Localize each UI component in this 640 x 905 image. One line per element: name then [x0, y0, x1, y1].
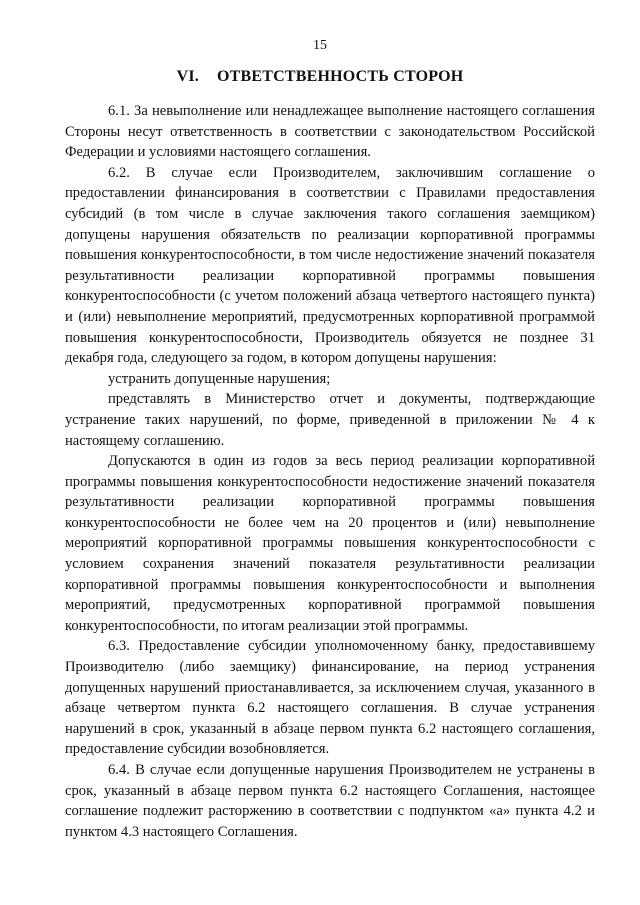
- section-number: VI.: [176, 68, 199, 85]
- document-body: [65, 101, 595, 842]
- paragraph-6-2-allowance: Допускаются в один из годов за весь период реализации корпоративной программы повышения конкурентоспособности недостижение значений показателя результативности реализации корпоративной программы повышения конкурентоспособности не более чем на 20 процентов и (или) невыполнение мероприятий корпоративной программы повышения конкурентоспособности с условием сохранения значений показателя результативности реализации корпоративной программы повышения конкурентоспособности и выполнения мероприятий, предусмотренных корпоративной программой повышения конкурентоспособности, по итогам реализации этой программы.: [65, 453, 595, 634]
- page-number: 15: [313, 38, 327, 53]
- section-title: ОТВЕТСТВЕННОСТЬ СТОРОН: [216, 68, 464, 85]
- paragraph-6-3: 6.3. Предоставление субсидии уполномоченному банку, предоставившему Производителю (либо заемщику) финансирование, на период устранения допущенных нарушений приостанавливается, за исключением случая, указанного в абзаце четвертом пункта 6.2 настоящего соглашения. В случае устранения нарушений в срок, указанный в абзаце первом пункта 6.2 настоящего соглашения, предоставление субсидии возобновляется.: [65, 638, 595, 758]
- paragraph-6-2-item-report: представлять в Министерство отчет и документы, подтверждающие устранение таких нарушений, по форме, приведенной в приложении № 4 к настоящему соглашению.: [65, 391, 595, 449]
- paragraph-6-2-item-fix: устранить допущенные нарушения;: [108, 370, 331, 387]
- paragraph-6-4: 6.4. В случае если допущенные нарушения Производителем не устранены в срок, указанный в абзаце первом пункта 6.2 настоящего Соглашения, настоящее соглашение подлежит расторжению в соответствии с подпунктом «а» пункта 4.2 и пунктом 4.3 настоящего Соглашения.: [65, 762, 595, 840]
- section-heading: [0, 68, 640, 86]
- paragraph-6-1: 6.1. За невыполнение или ненадлежащее выполнение настоящего соглашения Стороны несут ответственность в соответствии с законодательством Российской Федерации и условиями настоящего соглашения.: [65, 103, 595, 161]
- paragraph-6-2: 6.2. В случае если Производителем, заключившим соглашение о предоставлении финансирования в соответствии с Правилами предоставления субсидий (в том числе в случае заключения такого соглашения заемщиком) допущены нарушения обязательств по реализации корпоративной программы повышения конкурентоспособности, в том числе недостижение значений показателя результативности реализации корпоративной программы повышения конкурентоспособности (с учетом положений абзаца четвертого настоящего пункта) и (или) невыполнение мероприятий, предусмотренных корпоративной программой повышения конкурентоспособности, Производитель обязуется не позднее 31 декабря года, следующего за годом, в котором допущены нарушения:: [65, 164, 595, 367]
